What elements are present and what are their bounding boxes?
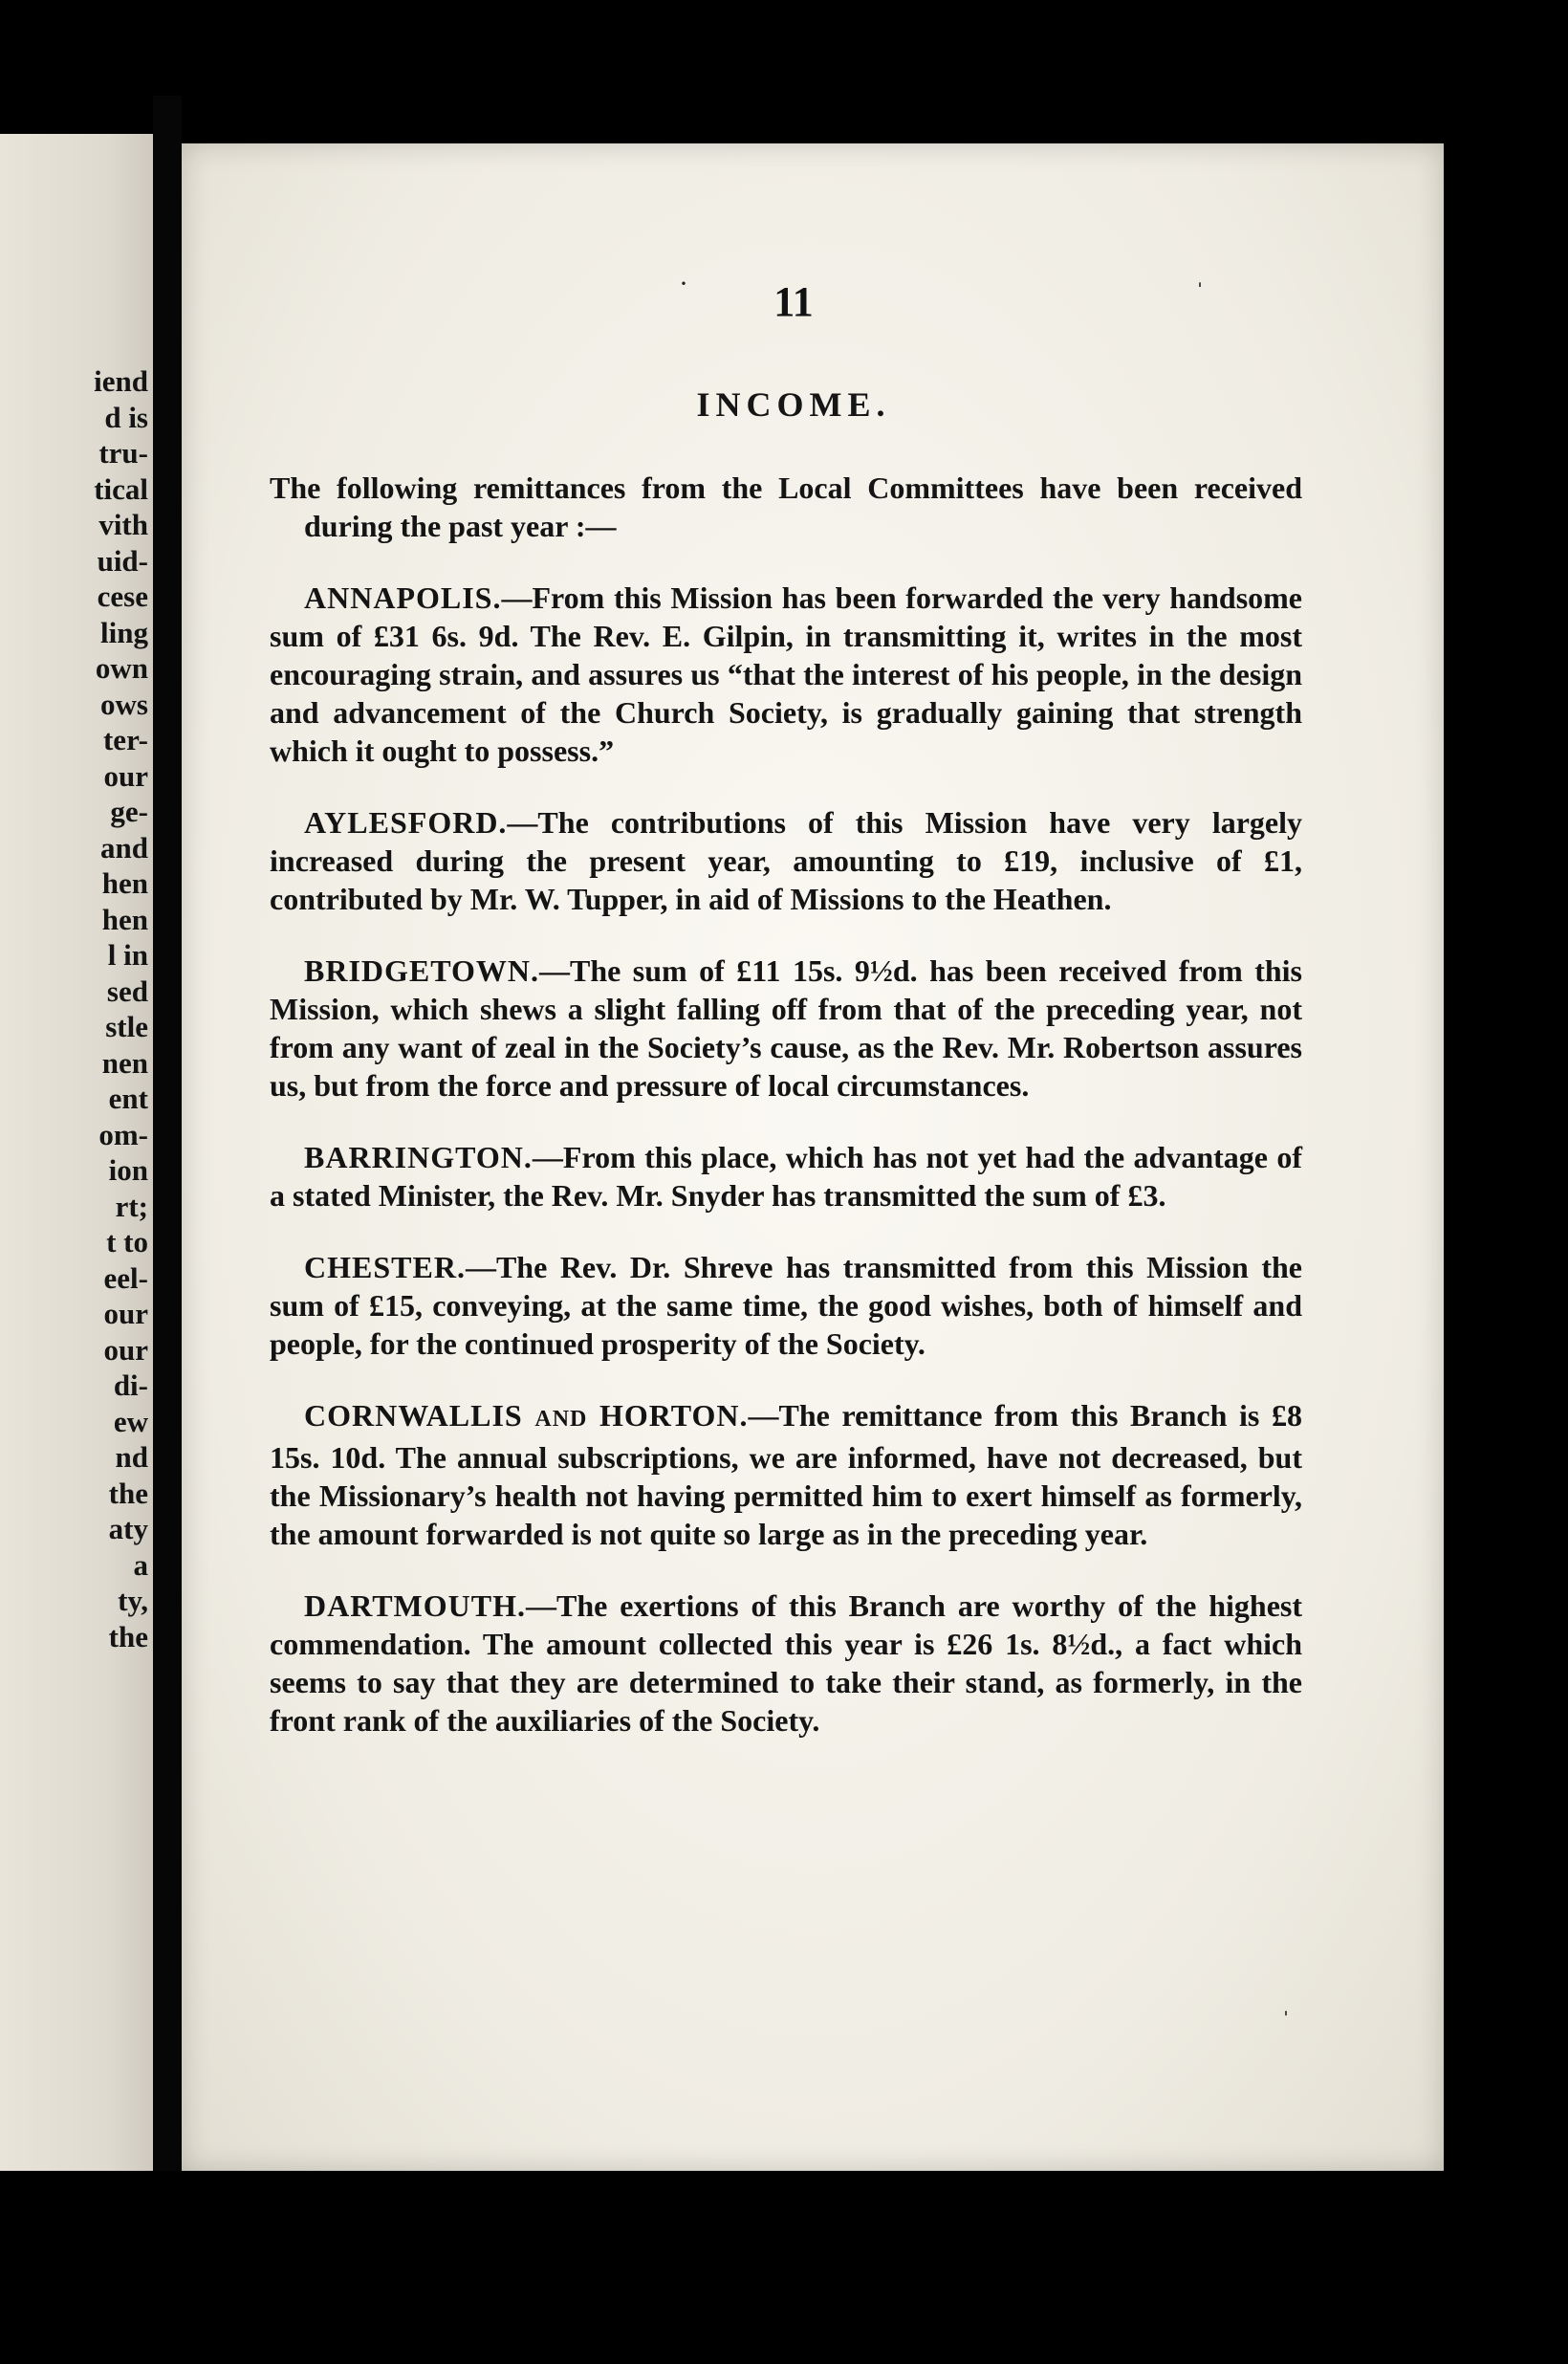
ink-mark: ˌ xyxy=(1281,1984,1291,2016)
entry-text: —From this Mission has been forwarded the very handsome sum of £31 6s. 9d. The Rev. E. Gilpin, in transmitting it, writes in the most encouraging strain, and assures us “that the interest of his people, in the design and advancement of the Church Society, is gradually gaining that strength which it ought to possess.” xyxy=(270,580,1302,768)
left-page-text-fragment: aty xyxy=(108,1512,148,1545)
left-page-fragment xyxy=(0,134,153,2171)
left-page-text-fragment: eel- xyxy=(103,1260,148,1295)
entry-name-and: AND xyxy=(534,1407,588,1432)
left-page-text-fragment: the xyxy=(108,1619,148,1653)
section-title: INCOME. xyxy=(696,385,891,424)
left-page-text-fragment: vith xyxy=(98,508,148,541)
entry-text: —The exertions of this Branch are worthy of the highest commendation. The amount collected this year is £26 1s. 8½d., a fact which seems to say that they are determined to take their stand, as formerly, in the front rank of the auxiliaries of the Society. xyxy=(270,1588,1302,1738)
left-page-text-fragment: ge- xyxy=(110,795,148,828)
left-page-text-fragment: di- xyxy=(113,1368,148,1402)
left-page-text-fragment: tical xyxy=(94,471,148,506)
left-page-text-fragment: rt; xyxy=(115,1189,148,1223)
entry-paragraph xyxy=(270,1587,1302,1740)
left-page-text-fragment: nen xyxy=(101,1045,148,1080)
entry-name: BARRINGTON. xyxy=(304,1140,533,1174)
entry-text: —The Rev. Dr. Shreve has transmitted from this Mission the sum of £15, conveying, at the same time, the good wishes, both of himself and people, for the continued prosperity of the Society. xyxy=(270,1250,1302,1361)
entry-paragraph xyxy=(270,579,1302,770)
left-page-text-fragment: hen xyxy=(101,866,148,900)
page-gutter xyxy=(153,96,182,2180)
page-number: 11 xyxy=(773,278,814,325)
entry-paragraph xyxy=(270,803,1302,918)
entry-name: AYLESFORD. xyxy=(304,805,508,840)
ink-mark: ˈ xyxy=(1195,277,1205,309)
scan-border xyxy=(0,2171,1568,2364)
left-page-text-fragment: sed xyxy=(106,974,148,1008)
left-page-text-fragment: stle xyxy=(105,1010,148,1043)
entry-paragraph xyxy=(270,1248,1302,1363)
left-page-text-fragment: ty, xyxy=(118,1584,148,1617)
entry-text: —The remittance from this Branch is £8 15s. 10d. The annual subscriptions, we are informed, have not decreased, but the Missionary’s health not having permitted him to exert himself as formerly, the amount forwarded is not quite so large as in the preceding year. xyxy=(270,1398,1303,1551)
left-page-text-fragment: hen xyxy=(101,902,148,936)
entry-paragraph xyxy=(270,952,1302,1105)
left-page-text-fragment: ter- xyxy=(102,723,148,756)
left-page-text-fragment: l in xyxy=(107,938,148,972)
entry-name: DARTMOUTH. xyxy=(304,1588,526,1623)
left-page-text-fragment: ows xyxy=(100,687,148,721)
left-page-text-fragment: t to xyxy=(106,1225,148,1259)
entry-name-rest: HORTON. xyxy=(599,1398,749,1433)
left-page-text-fragment: ent xyxy=(108,1082,148,1115)
left-page-text-fragment: ion xyxy=(108,1153,148,1187)
entry-text: —The contributions of this Mission have very largely increased during the present year, amounting to £19, inclusive of £1, contributed by Mr. W. Tupper, in aid of Missions to the Heathen. xyxy=(270,805,1302,916)
entry-paragraph xyxy=(270,1138,1302,1215)
entry-paragraph xyxy=(270,1396,1302,1553)
left-page-text-fragment: our xyxy=(103,1297,148,1330)
left-page-text-fragment: the xyxy=(108,1476,148,1510)
left-page-text-fragment: d is xyxy=(104,400,148,434)
entry-name: CORNWALLIS xyxy=(304,1398,523,1433)
left-page-text-fragment: own xyxy=(95,651,148,685)
left-page-text-fragment: iend xyxy=(94,364,148,398)
left-page-text-fragment: ling xyxy=(100,615,148,649)
left-page-text-fragment: our xyxy=(103,758,148,793)
left-page-text-fragment: om- xyxy=(98,1117,148,1151)
left-page-text-fragment: nd xyxy=(115,1440,148,1474)
left-page-text-fragment: tru- xyxy=(98,436,148,470)
left-page-text-fragment: ew xyxy=(113,1404,148,1438)
entry-text: —From this place, which has not yet had the advantage of a stated Minister, the Rev. Mr. Snyder has transmitted the sum of £3. xyxy=(270,1140,1302,1213)
document-page xyxy=(182,143,1444,2171)
ink-mark: · xyxy=(679,268,688,299)
left-page-text-fragment: cese xyxy=(97,580,148,613)
entry-name: ANNAPOLIS. xyxy=(304,580,502,615)
entry-name: CHESTER. xyxy=(304,1250,466,1284)
left-page-text-fragment: and xyxy=(100,830,148,865)
left-page-text-fragment: a xyxy=(133,1547,148,1582)
entry-name: BRIDGETOWN. xyxy=(304,953,540,988)
left-page-text-fragment: our xyxy=(103,1332,148,1367)
intro-paragraph: The following remittances from the Local Committees have been received during the past year :— xyxy=(270,471,1302,543)
left-page-text-fragment: uid- xyxy=(97,543,148,578)
body-text xyxy=(270,469,1302,1773)
entry-text: —The sum of £11 15s. 9½d. has been received from this Mission, which shews a slight falling off from that of the preceding year, not from any want of zeal in the Society’s cause, as the Rev. Mr. Robertson assures us, but from the force and pressure of local circumstances. xyxy=(270,953,1302,1103)
